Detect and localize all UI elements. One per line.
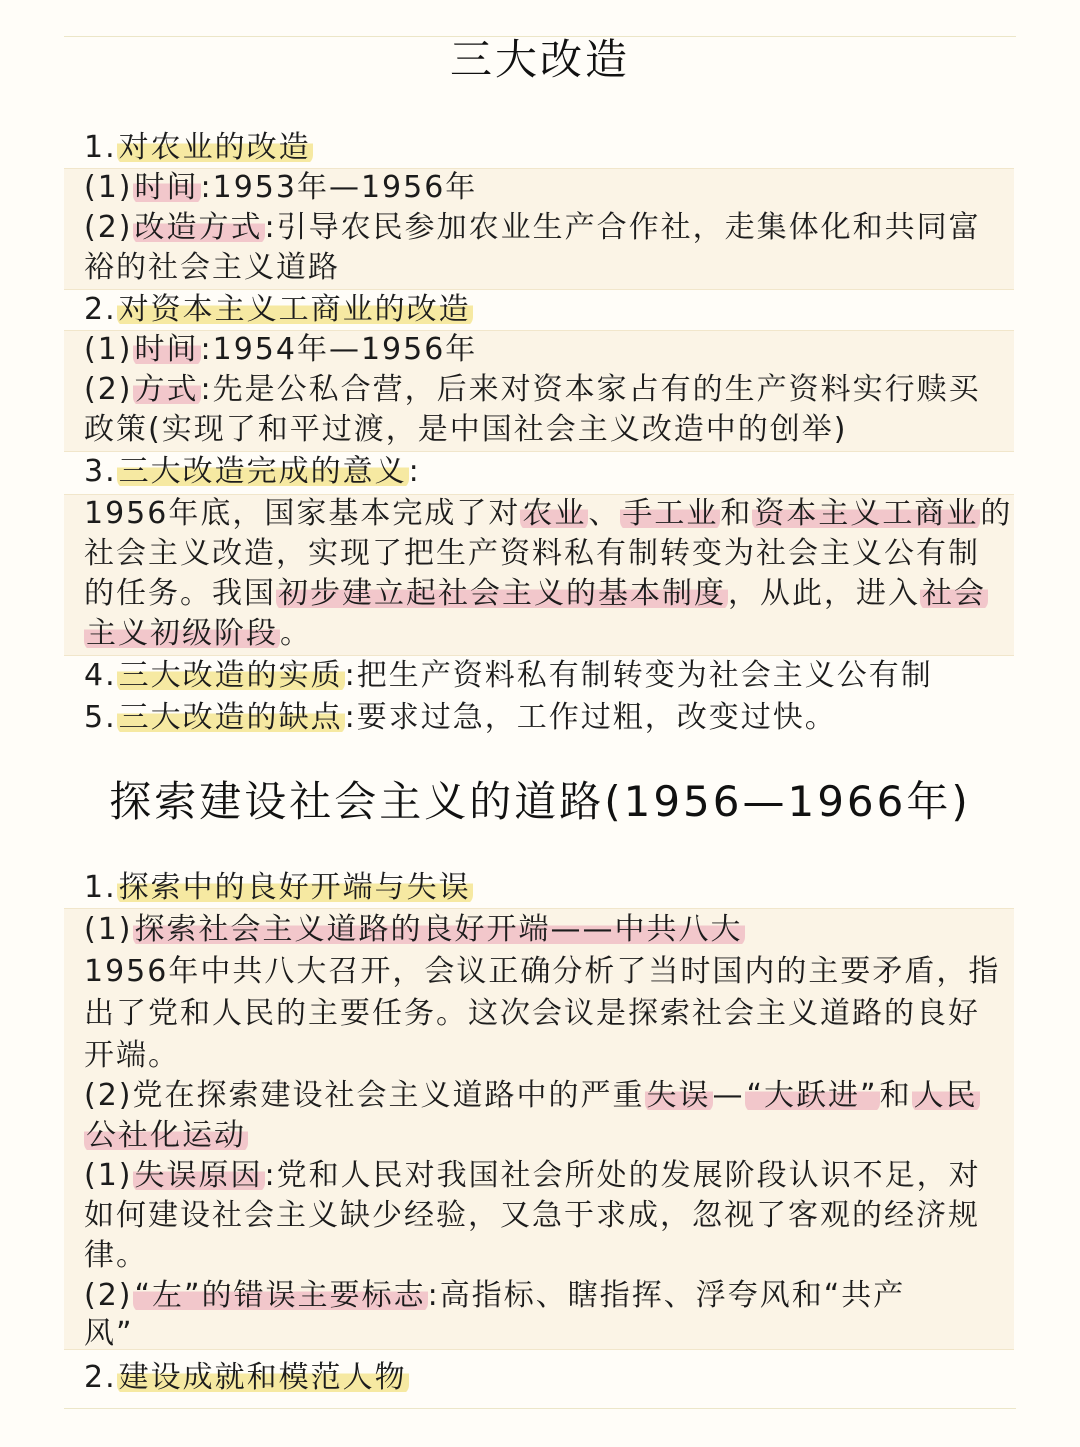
text: 。	[280, 616, 312, 651]
section-title-three-reforms: 三大改造	[449, 35, 630, 84]
item-index: (2)	[84, 1278, 133, 1313]
heading-agriculture	[84, 128, 994, 168]
text: 和	[879, 1078, 912, 1113]
agri-method-cont: 裕的社会主义道路	[84, 250, 340, 285]
text: 的	[980, 496, 1013, 531]
heading-number: 1.	[84, 130, 117, 165]
key-term: 失误	[646, 1078, 711, 1113]
text: 、	[588, 496, 621, 531]
key-term: 社会	[922, 576, 986, 611]
key-term: 人民	[913, 1078, 978, 1113]
item-text: :1954年—1956年	[200, 332, 478, 367]
key-term: 失误原因	[134, 1158, 263, 1193]
bottom-rule	[64, 1408, 1016, 1409]
heading-label: 三大改造完成的意义	[118, 454, 407, 489]
key-term: 时间	[134, 170, 199, 205]
heading-number: 1.	[84, 870, 117, 905]
heading-good-start	[84, 868, 994, 908]
item-text: :引导农民参加农业生产合作社，走集体化和共同富	[264, 210, 981, 245]
item-text: :党和人民对我国社会所处的发展阶段认识不足，对	[264, 1158, 981, 1193]
key-term: 资本主义工商业	[754, 496, 979, 531]
mistake-cause-line	[84, 1156, 994, 1196]
heading-essence	[84, 656, 994, 696]
item-index: (2)	[84, 210, 133, 245]
mistake-cause-cont-1: 如何建设社会主义缺少经验，又急于求成，忽视了客观的经济规	[84, 1198, 980, 1233]
text: 1956年底，国家基本完成了对	[84, 496, 521, 531]
item-text: :把生产资料私有制转变为社会主义公有制	[344, 658, 933, 693]
item-text: :先是公私合营，后来对资本家占有的生产资料实行赎买	[200, 372, 981, 407]
industry-method-line	[84, 370, 994, 410]
agri-method-line	[84, 208, 994, 248]
industry-time-line	[84, 330, 994, 370]
key-term: 探索社会主义道路的良好开端——中共八大	[134, 912, 743, 947]
key-term: 时间	[134, 332, 199, 367]
key-term: 手工业	[622, 496, 719, 531]
eighth-congress-text-3: 开端。	[84, 1038, 180, 1073]
key-term: “左”的错误主要标志	[134, 1278, 426, 1313]
heading-number: 3.	[84, 454, 117, 489]
heading-label: 对农业的改造	[118, 130, 311, 165]
heading-capitalist-industry	[84, 290, 994, 330]
key-term: 农业	[522, 496, 587, 531]
heading-number: 2.	[84, 1360, 117, 1395]
left-error-line	[84, 1276, 994, 1316]
item-index: (1)	[84, 912, 133, 947]
item-index: (2)	[84, 372, 133, 407]
item-index: (1)	[84, 332, 133, 367]
eighth-congress-text-2: 出了党和人民的主要任务。这次会议是探索社会主义道路的良好	[84, 996, 980, 1031]
heading-achievements	[84, 1358, 994, 1398]
mistakes-line	[84, 1076, 994, 1116]
key-term: “大跃进”	[746, 1078, 878, 1113]
key-term: 改造方式	[134, 210, 263, 245]
item-text: :高指标、瞎指挥、浮夸风和“共产	[427, 1278, 906, 1313]
key-term: 初步建立起社会主义的基本制度	[278, 576, 726, 611]
colon: :	[408, 454, 421, 489]
industry-method-cont: 政策(实现了和平过渡，是中国社会主义改造中的创举)	[84, 412, 848, 447]
heading-label: 探索中的良好开端与失误	[118, 870, 471, 905]
mistake-cause-cont-2: 律。	[84, 1238, 148, 1273]
text: —	[712, 1078, 745, 1113]
key-term: 方式	[134, 372, 199, 407]
heading-label: 对资本主义工商业的改造	[118, 292, 471, 327]
heading-shortcomings	[84, 698, 994, 738]
section-title-exploration: 探索建设社会主义的道路(1956—1966年)	[109, 777, 971, 826]
item-index: (1)	[84, 170, 133, 205]
text: (2)党在探索建设社会主义道路中的严重	[84, 1078, 645, 1113]
text: ，从此，进入	[728, 576, 920, 611]
heading-label: 三大改造的实质	[118, 658, 343, 693]
significance-line-2: 社会主义改造，实现了把生产资料私有制转变为社会主义公有制	[84, 536, 980, 571]
mistakes-line-cont	[84, 1116, 994, 1156]
left-error-cont: 风”	[84, 1316, 134, 1351]
heading-label: 三大改造的缺点	[118, 700, 343, 735]
heading-label: 建设成就和模范人物	[118, 1360, 407, 1395]
heading-number: 2.	[84, 292, 117, 327]
item-index: (1)	[84, 1158, 133, 1193]
heading-number: 5.	[84, 700, 117, 735]
significance-line-4	[84, 614, 994, 654]
heading-significance	[84, 452, 994, 492]
text: 的任务。我国	[84, 576, 276, 611]
text: 和	[720, 496, 753, 531]
key-term: 公社化运动	[86, 1118, 246, 1153]
item-text: :要求过急，工作过粗，改变过快。	[344, 700, 837, 735]
agri-time-line	[84, 168, 994, 208]
key-term: 主义初级阶段	[86, 616, 278, 651]
significance-line-3	[84, 574, 994, 614]
item-text: :1953年—1956年	[200, 170, 478, 205]
significance-line-1	[84, 494, 1013, 534]
eighth-congress-line	[84, 910, 994, 950]
heading-number: 4.	[84, 658, 117, 693]
eighth-congress-text-1: 1956年中共八大召开，会议正确分析了当时国内的主要矛盾，指	[84, 954, 1001, 989]
